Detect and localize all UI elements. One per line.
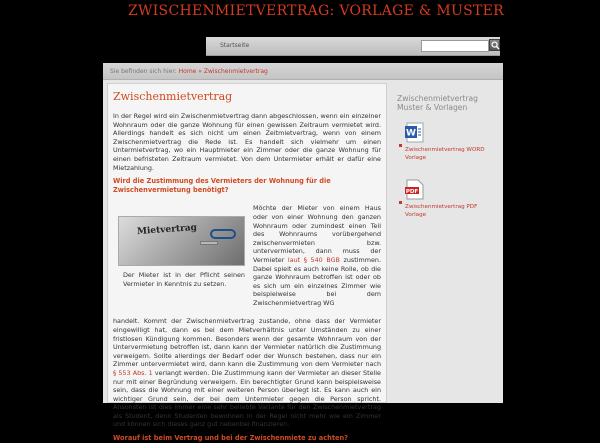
bullet-icon xyxy=(399,201,402,204)
image-caption: Der Mieter ist in der Pflicht seinen Vermieter in Kenntnis zu setzen. xyxy=(123,271,245,288)
breadcrumb-separator: » xyxy=(198,68,202,75)
section-heading-consent: Wird die Zustimmung des Vermieters der Wohnung für die Zwischenvermietung benötigt? xyxy=(113,177,331,194)
bgb-540-link[interactable]: laut § 540 BGB xyxy=(287,255,340,264)
float-text-after: zustimmen. Dabei spielt es auch keine Rolle, ob die ganze Wohnraum betroffen ist oder ob es sich um ein einzelnes Zimmer wie beispielweise bei dem Zwischenmietvertrag WG xyxy=(253,255,382,307)
nav-item-home[interactable]: Startseite xyxy=(220,42,250,49)
search-icon xyxy=(491,41,500,50)
svg-text:W: W xyxy=(406,128,416,139)
page-container xyxy=(103,63,503,443)
sidebar-title: Zwischenmietvertrag Muster & Vorlagen xyxy=(397,94,478,112)
float-paragraph xyxy=(253,204,381,307)
breadcrumb-home-link[interactable]: Home xyxy=(178,68,197,75)
word-download[interactable] xyxy=(405,122,499,162)
body-paragraph xyxy=(113,317,381,429)
body-text-after: verlangt werden. Die Zustimmung kann der Vermieter an dieser Stelle nur mit einer Begründung verweigern. Ein berechtigter Grund kann beispielsweise sein, dass die Wohnung mit einer weiteren Person überlegt ist. Es kann auch ein wichtiger Grund sein, der bei dem Untermieter gegen die Person spricht. Ansonsten ist dies immer eine sehr beliebte Variante für den Zwischenmietvertrag als Student, denn Studenten bewohnen in der Regel nicht mehr wie ein Zimmer und können sich dieses ganz gut nebenbei finanzieren. xyxy=(113,368,381,429)
word-download-label[interactable]: Zwischenmietvertrag WORD Vorlage xyxy=(405,147,485,161)
breadcrumb xyxy=(103,63,503,80)
image-text: Mietvertrag xyxy=(136,223,198,238)
sidebar xyxy=(393,83,503,403)
pdf-document-icon xyxy=(405,179,425,200)
float-text-before: Möchte der Mieter von einem Haus oder von einer Wohnung den ganzen Wohnraum oder zumindest einen Teil des Wohnraums vorübergehend zwischenvermieten bzw. untervermieten, dann muss der Vermieter xyxy=(253,204,381,264)
pdf-download[interactable] xyxy=(405,179,499,219)
bullet-icon xyxy=(399,144,402,147)
article xyxy=(107,83,387,443)
body-text-before: handelt. Kommt der Zwischenmietvertrag zustande, ohne dass der Vermieter eingewilligt hat, dann es bei dem Mietverhältnis unter Umständen zu einer fristlosen Kündigung kommen. Besonders wenn der gesamte Wohnraum von der Untervermietung betroffen ist, dann kann der Vermieter natürlich die Zustimmung verweigern. Sollte allerdings der Bedarf oder der Wunsch bestehen, dass nur ein Zimmer untervermietet wird, dann kann die Zustimmung von dem Vermieter nach xyxy=(113,317,381,369)
section-heading-contract: Worauf ist beim Vertrag und bei der Zwischenmiete zu achten? xyxy=(113,434,348,443)
mietvertrag-image xyxy=(118,216,245,266)
search-input[interactable] xyxy=(421,40,489,52)
key-icon xyxy=(210,229,236,239)
main-navigation xyxy=(206,37,500,56)
bgb-553-link[interactable]: § 553 Abs. 1 xyxy=(113,368,153,377)
svg-text:PDF: PDF xyxy=(405,188,419,195)
breadcrumb-current: Zwischenmietvertrag xyxy=(203,68,268,75)
search-button[interactable] xyxy=(489,39,500,51)
site-title[interactable]: ZWISCHENMIETVERTRAG: VORLAGE & MUSTER xyxy=(128,3,504,19)
image-text-block xyxy=(113,204,381,317)
breadcrumb-prefix: Sie befinden sich hier: xyxy=(110,68,177,75)
intro-paragraph: In der Regel wird ein Zwischenmietvertrag dann abgeschlossen, wenn ein einzelner Wohnraum oder die ganze Wohnung für einen gewissen Zeitraum vermietet wird. Allerdings handelt es sich nicht um einen Zeitmietvertrag, wenn von einem Zwischenmietvertrag die Rede ist. Es handelt sich vielmehr um einen Untermietvertrag, wo ein Hauptmieter ein Zimmer oder die ganze Wohnung für einen befristeten Zeitraum vermietet. Von dem Untermieter erhält er dafür eine Mietzahlung. xyxy=(113,112,381,172)
pdf-download-label[interactable]: Zwischenmietvertrag PDF Vorlage xyxy=(405,204,478,218)
page-title: Zwischenmietvertrag xyxy=(113,90,233,103)
word-document-icon xyxy=(405,122,425,143)
key-blade-icon xyxy=(200,241,218,245)
